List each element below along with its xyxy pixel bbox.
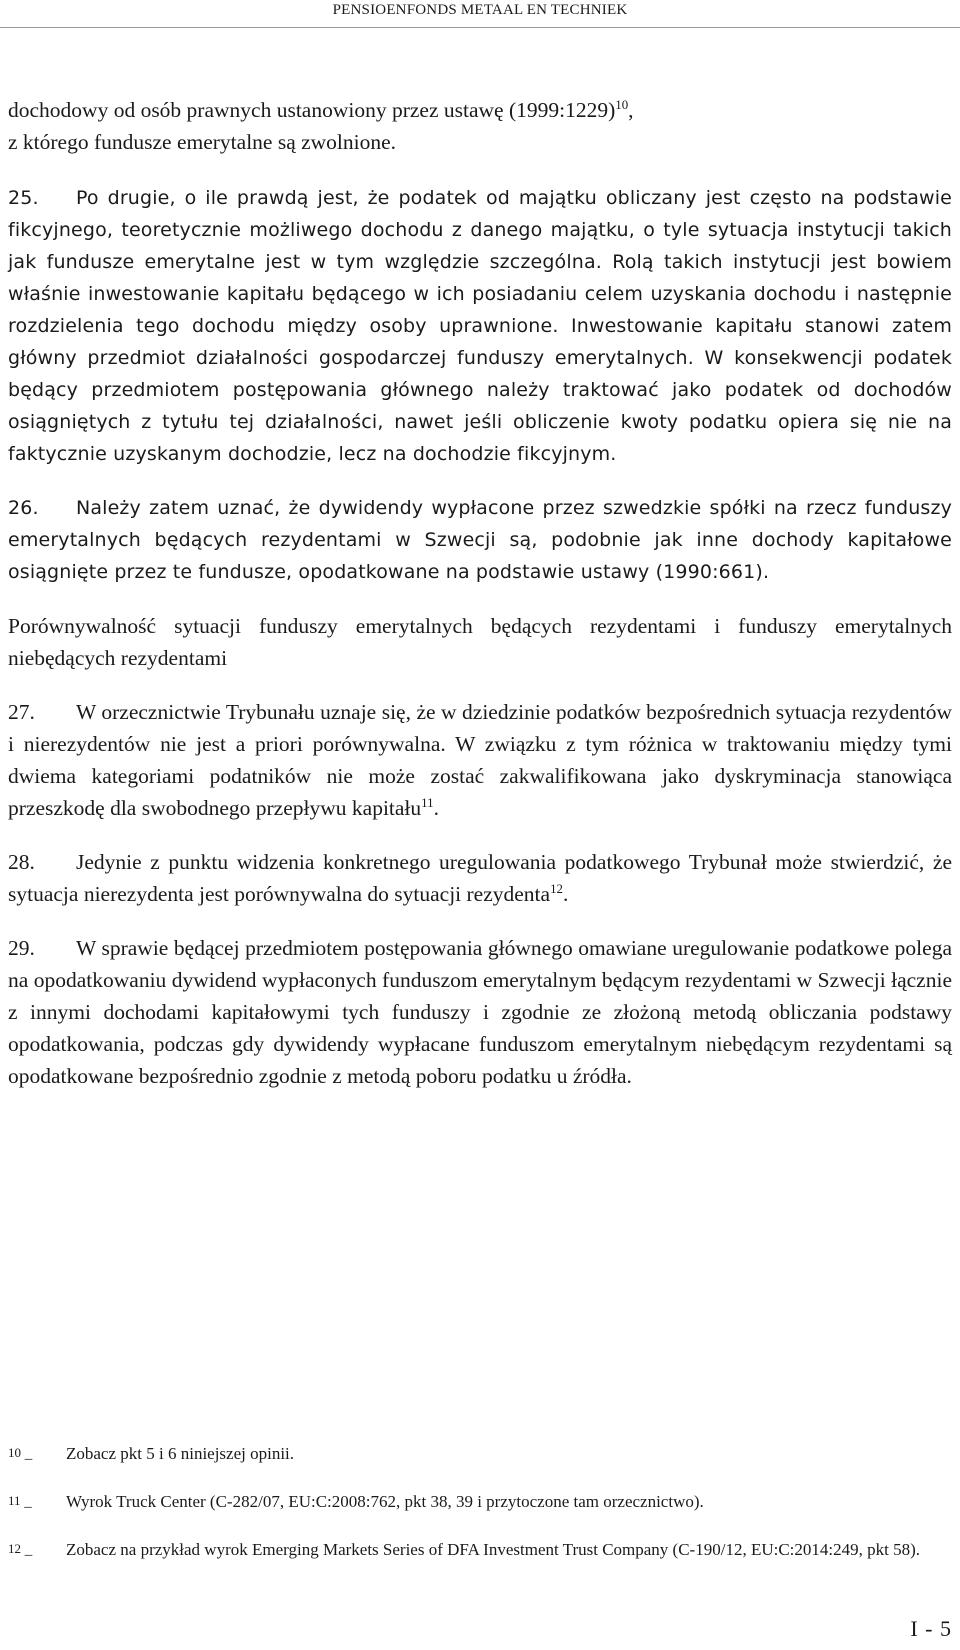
paragraph-text: Należy zatem uznać, że dywidendy wypłacone przez szwedzkie spółki na rzecz funduszy emerytalnych będących rezydentami w Szwecji są, podobnie jak inne dochody kapitałowe osiągnięte przez te fundusze, opodatkowane na podstawie ustawy (1990:661).	[8, 497, 952, 583]
paragraph-text: Po drugie, o ile prawdą jest, że podatek od majątku obliczany jest często na podstawie fikcyjnego, teoretycznie możliwego dochodu z danego majątku, o tyle sytuacja instytucji takich jak fundusze emerytalne jest w tym względzie szczególna. Rolą takich instytucji jest bowiem właśnie inwestowanie kapitału będącego w ich posiadaniu celem uzyskania dochodu i następnie rozdzielenia tego dochodu między osoby uprawnione. Inwestowanie kapitału stanowi zatem główny przedmiot działalności gospodarczej funduszy emerytalnych. W konsekwencji podatek będący przedmiotem postępowania głównego należy traktować jako podatek od dochodów osiągniętych z tytułu tej działalności, nawet jeśli obliczenie kwoty podatku opiera się nie na faktycznie uzyskanym dochodzie, lecz na dochodzie fikcyjnym.	[8, 187, 952, 465]
continuation-punct: ,	[628, 98, 634, 122]
footnote-11	[8, 1488, 952, 1520]
continuation-paragraph	[8, 94, 952, 158]
footnote-text: Zobacz na przykład wyrok Emerging Markets Series of DFA Investment Trust Company (C-190/12, EU:C:2014:249, pkt 58).	[66, 1540, 920, 1559]
page-number: I - 5	[910, 1616, 952, 1641]
footnote-ref-10[interactable]: 10	[615, 97, 629, 112]
footnote-number: 12	[8, 1541, 21, 1556]
footnote-marker	[8, 1440, 66, 1472]
footnote-marker	[8, 1536, 66, 1568]
footnote-dash: –	[24, 1451, 33, 1467]
footnote-text: Zobacz pkt 5 i 6 niniejszej opinii.	[66, 1444, 295, 1463]
paragraph-25	[8, 182, 952, 470]
footnote-12	[8, 1536, 952, 1568]
continuation-text: dochodowy od osób prawnych ustanowiony przez ustawę (1999:1229)	[8, 98, 616, 122]
continuation-text-2: z którego fundusze emerytalne są zwolnione.	[8, 130, 397, 154]
footnote-ref-11[interactable]: 11	[421, 795, 434, 810]
paragraph-number: 29.	[8, 936, 35, 960]
paragraph-26	[8, 492, 952, 588]
footnote-number: 10	[8, 1445, 21, 1460]
paragraph-punct: .	[562, 882, 569, 906]
footnote-ref-12[interactable]: 12	[550, 881, 563, 896]
footnote-dash: –	[24, 1499, 32, 1515]
footnote-text: Wyrok Truck Center (C-282/07, EU:C:2008:762, pkt 38, 39 i przytoczone tam orzecznictwo).	[66, 1492, 704, 1511]
paragraph-number: 26.	[8, 497, 39, 519]
paragraph-number: 27.	[8, 700, 35, 724]
paragraph-text: W sprawie będącej przedmiotem postępowania głównego omawiane uregulowanie podatkowe polega na opodatkowaniu dywidend wypłaconych funduszom emerytalnym będącym rezydentami w Szwecji łącznie z innymi dochodami kapitałowymi tych funduszy i zgodnie ze złożoną metodą obliczania podstawy opodatkowania, podczas gdy dywidendy wypłacane funduszom emerytalnym niebędącym rezydentami są opodatkowane bezpośrednio zgodnie z metodą poboru podatku u źródła.	[8, 936, 952, 1088]
footnote-10	[8, 1440, 952, 1472]
paragraph-number: 28.	[8, 850, 35, 874]
paragraph-number: 25.	[8, 187, 39, 209]
paragraph-28	[8, 846, 952, 910]
paragraph-27	[8, 696, 952, 824]
footnote-number: 11	[8, 1493, 21, 1508]
paragraph-text: W orzecznictwie Trybunału uznaje się, że w dziedzinie podatków bezpośrednich sytuacja rezydentów i nierezydentów nie jest a priori porównywalna. W związku z tym różnica w traktowaniu między tymi dwiema kategoriami podatników nie może zostać zakwalifikowana jako dyskryminacja stanowiąca przeszkodę dla swobodnego przepływu kapitału	[8, 700, 952, 820]
paragraph-text: Jedynie z punktu widzenia konkretnego uregulowania podatkowego Trybunał może stwierdzić, że sytuacja nierezydenta jest porównywalna do sytuacji rezydenta	[8, 850, 952, 906]
paragraph-29	[8, 932, 952, 1092]
section-heading: Porównywalność sytuacji funduszy emerytalnych będących rezydentami i funduszy emerytalnych niebędących rezydentami	[8, 614, 952, 670]
paragraph-punct: .	[433, 796, 439, 820]
footnote-dash: –	[24, 1547, 33, 1563]
footnotes	[8, 1440, 952, 1584]
document-body	[8, 94, 952, 1092]
running-header: PENSIOENFONDS METAAL EN TECHNIEK	[332, 2, 628, 18]
header-rule	[0, 27, 960, 28]
footnote-marker	[8, 1488, 66, 1520]
